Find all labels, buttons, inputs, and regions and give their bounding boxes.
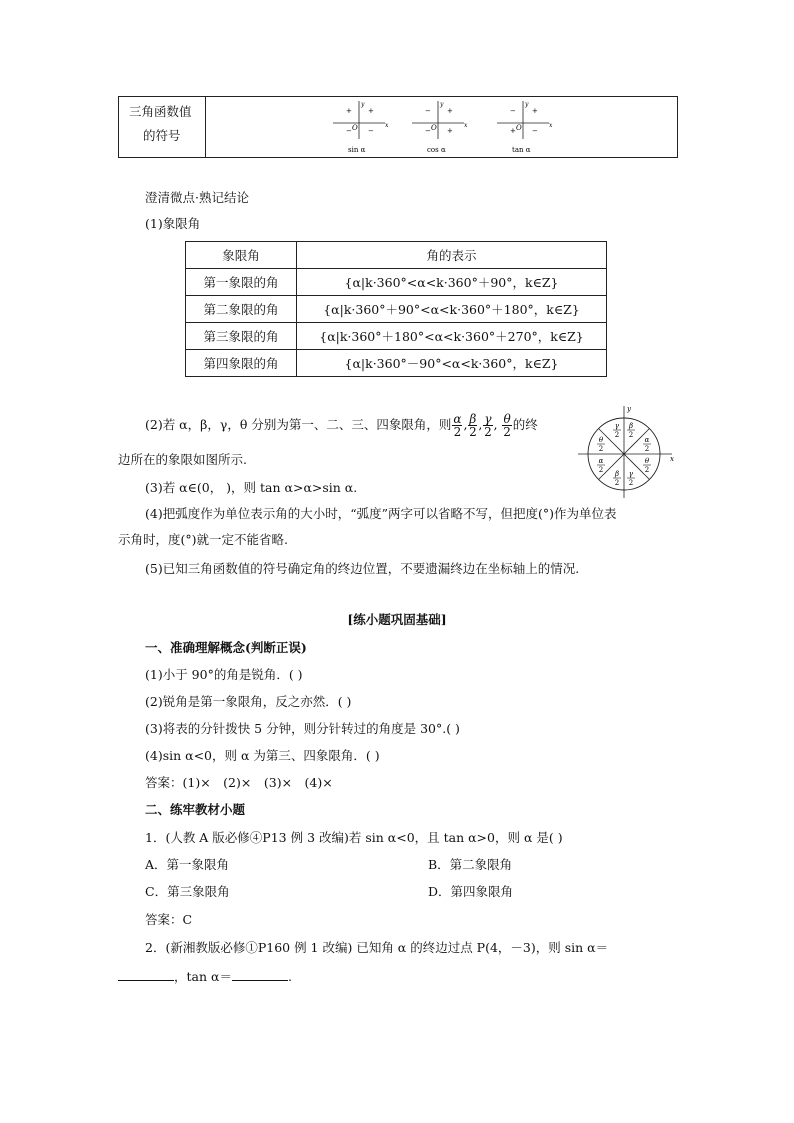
item5: (5)已知三角函数值的符号确定角的终边位置，不要遗漏终边在坐标轴上的情况.	[145, 561, 580, 576]
table-row	[186, 296, 607, 323]
y-axis-label: y	[361, 101, 365, 108]
practice-title: [练小题巩固基础]	[347, 612, 447, 627]
table-row	[186, 350, 607, 377]
judge-item: (1)小于 90°的角是锐角．( )	[145, 667, 303, 682]
fraction: $\frac{\alpha}{2}$	[453, 412, 462, 439]
fraction: $\frac{\beta}{2}$	[469, 412, 477, 439]
x-axis-label: x	[385, 122, 389, 129]
item1-title: (1)象限角	[145, 216, 201, 231]
quadrant-sign: +	[510, 127, 516, 135]
quadrant-sign: +	[346, 107, 352, 115]
table-cell: 第四象限的角	[186, 350, 297, 377]
fraction: $\frac{\gamma}{2}$	[484, 412, 492, 439]
table-row	[186, 269, 607, 296]
circle-label: γ	[614, 422, 620, 430]
circle-label: β	[614, 470, 620, 478]
answer-blank[interactable]	[232, 968, 288, 981]
circle-label: θ	[644, 457, 650, 465]
table-row	[186, 323, 607, 350]
table-header-cell: 角的表示	[297, 242, 607, 269]
table-header-row	[186, 242, 607, 269]
y-axis-label: y	[525, 101, 529, 108]
circle-label: θ	[598, 436, 604, 444]
svg-text:2: 2	[628, 431, 634, 439]
sign-table-label-line1: 三角函数值	[129, 104, 192, 119]
item2-suffix: 的终	[512, 417, 538, 432]
judge-item: (4)sin α<0，则 α 为第三、四象限角．( )	[145, 748, 380, 763]
fraction: $\frac{\theta}{2}$	[503, 412, 511, 439]
quadrant-sign: −	[510, 107, 516, 115]
circle-label: γ	[628, 470, 634, 478]
svg-text:2: 2	[644, 466, 650, 474]
circle-label: α	[598, 457, 604, 465]
origin-label: O	[352, 124, 358, 132]
y-axis-label: y	[440, 101, 444, 108]
item3: (3)若 α∈(0， )，则 tan α>α>sin α.	[145, 480, 358, 495]
quadrant-sign: −	[346, 127, 352, 135]
x-axis-label: x	[670, 455, 674, 463]
table-cell: 第三象限的角	[186, 323, 297, 350]
quadrant-sign: −	[425, 127, 431, 135]
y-axis-label: y	[627, 405, 631, 413]
question1: 1．(人教 A 版必修④P13 例 3 改编)若 sin α<0，且 tan α>0，则 α 是( )	[145, 830, 563, 845]
table-cell: {α|k·360°＋180°<α<k·360°＋270°，k∈Z}	[297, 323, 607, 350]
origin-label: O	[431, 124, 437, 132]
table-cell: 第二象限的角	[186, 296, 297, 323]
svg-text:2: 2	[644, 445, 650, 453]
item4-line1: (4)把弧度作为单位表示角的大小时，“弧度”两字可以省略不写，但把度(°)作为单位表	[145, 506, 617, 521]
quadrant-sign: −	[532, 127, 538, 135]
half-angle-circle-diagram	[574, 404, 678, 504]
judge-item: (3)将表的分针拨快 5 分钟，则分针转过的角度是 30°.( )	[145, 721, 460, 736]
judge-item: (2)锐角是第一象限角，反之亦然．( )	[145, 694, 352, 709]
q2-tan-text: ，tan α＝	[174, 969, 232, 984]
table-cell: {α|k·360°－90°<α<k·360°，k∈Z}	[297, 350, 607, 377]
option-d: D．第四象限角	[428, 884, 514, 899]
quadrant-angle-table	[185, 241, 607, 377]
option-c: C．第三象限角	[145, 884, 230, 899]
svg-text:2: 2	[614, 431, 620, 439]
circle-label: β	[628, 422, 634, 430]
svg-text:2: 2	[614, 479, 620, 487]
answer-blank[interactable]	[118, 968, 174, 981]
quadrant-sign: −	[368, 127, 374, 135]
svg-text:2: 2	[628, 479, 634, 487]
item2-line2: 边所在的象限如图所示.	[118, 452, 247, 467]
option-b: B．第二象限角	[428, 857, 513, 872]
x-axis-label: x	[549, 122, 553, 129]
option-a: A．第一象限角	[145, 857, 230, 872]
quadrant-sign: +	[532, 107, 538, 115]
origin-label: O	[516, 124, 522, 132]
sign-table-label-line2: 的符号	[143, 128, 181, 143]
answer1: 答案：(1)× (2)× (3)× (4)×	[145, 775, 333, 790]
table-cell: 第一象限的角	[186, 269, 297, 296]
section-title: 澄清微点·熟记结论	[145, 190, 249, 205]
quadrant-sign: +	[447, 127, 453, 135]
table-cell: {α|k·360°＋90°<α<k·360°＋180°，k∈Z}	[297, 296, 607, 323]
part2-title: 二、练牢教材小题	[145, 802, 246, 817]
quadrant-sign: +	[368, 107, 374, 115]
quadrant-sign: −	[425, 107, 431, 115]
sign-table	[118, 96, 678, 158]
table-header-cell: 象限角	[186, 242, 297, 269]
circle-label: α	[644, 436, 650, 444]
tan-sign-diagram	[495, 99, 555, 155]
item2-prefix: (2)若 α，β，γ，θ 分别为第一、二、三、四象限角，则	[145, 417, 452, 432]
question2-line1: 2．(新湘教版必修①P160 例 1 改编) 已知角 α 的终边过点 P(4，－3)，则 sin α＝	[145, 940, 609, 955]
diagram-caption: cos α	[427, 146, 446, 154]
question2-line2: ，tan α＝ .	[118, 968, 292, 985]
table-cell: {α|k·360°<α<k·360°＋90°，k∈Z}	[297, 269, 607, 296]
item2-line1: (2)若 α，β，γ，θ 分别为第一、二、三、四象限角，则 $\frac{\alpha}{2}$ , $\frac{\beta}{2}$ , $\frac{\gamma}{2}$ , $\frac{\theta}{2}$ 的终	[145, 412, 538, 439]
svg-text:2: 2	[598, 445, 604, 453]
item4-line2: 示角时，度(°)就一定不能省略.	[118, 532, 288, 547]
part1-title: 一、准确理解概念(判断正误)	[145, 640, 307, 655]
answer2: 答案：C	[145, 912, 193, 927]
sin-sign-diagram	[331, 99, 391, 155]
svg-text:2: 2	[598, 466, 604, 474]
diagram-caption: tan α	[512, 146, 531, 154]
diagram-caption: sin α	[348, 146, 366, 154]
cos-sign-diagram	[410, 99, 470, 155]
x-axis-label: x	[464, 122, 468, 129]
quadrant-sign: +	[447, 107, 453, 115]
